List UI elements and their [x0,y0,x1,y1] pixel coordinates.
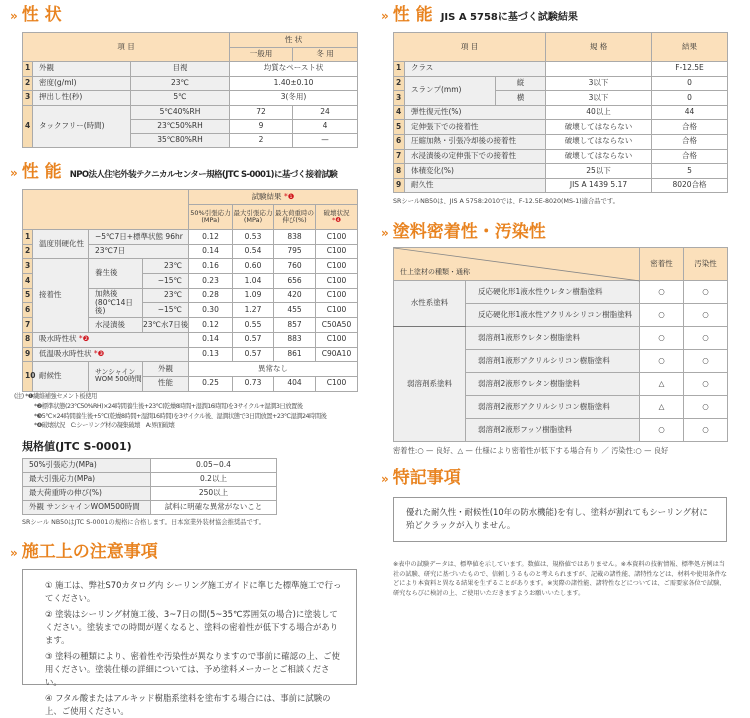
fail-label: 破壊状況 [323,208,350,217]
table-row [394,327,728,350]
note-mark: *❷ [78,334,90,344]
spec: 破壊してはならない [546,149,652,164]
table-row [23,76,358,91]
standard-note: SRシール NB50はJTC S-0001の規格に合格します。日本窯業外装材協会推奨品です。 [22,519,265,526]
properties-heading [10,6,62,25]
value: 3(冬用) [230,91,358,106]
spec: 40以上 [546,105,652,120]
adhesion-notes [14,392,326,431]
item: 最大荷重時の伸び(%) [23,487,151,501]
item: 密度(g/ml) [33,76,131,91]
sub-category: 水浸漬後 [89,318,143,333]
chevron-icon: » [10,546,18,560]
value: 0.14 [189,332,233,347]
value: 0.16 [189,259,233,274]
result: 44 [652,105,728,120]
category: 耐候性 [33,362,89,391]
adhesion-mark: △ [640,373,684,396]
table-row [394,164,728,179]
paint-group: 水性系塗料 [394,281,466,327]
row-no: 6 [23,303,33,318]
item: 押出し性(秒) [33,91,131,106]
value: 883 [274,332,316,347]
row-no: 1 [23,62,33,77]
category: 温度別硬化性 [33,230,89,259]
adhesion-mark: ○ [640,327,684,350]
condition: 性能 [143,376,189,391]
row-no: 8 [23,332,33,347]
note-mark: *❶ [283,191,295,201]
note-line: *❶繊維補強セメント板使用 [25,393,97,400]
special-text: 優れた耐久性・耐候性(10年の防水機能)を有し、塗料が割れてもシーリング材に殆どクラックが入りません。 [406,507,708,531]
header-general: 一般用 [230,48,293,62]
row-no: 4 [394,105,405,120]
standard-table [22,458,277,515]
table-row [23,362,358,377]
value: 838 [274,230,316,245]
item: 最大引張応力(MPa) [23,473,151,487]
row-no: 2 [23,76,33,91]
result: 5 [652,164,728,179]
value: 0.73 [233,376,274,391]
table-row [394,62,728,77]
special-box [393,497,727,542]
note-mark: *❹ [331,216,342,224]
adhesion-mark: ○ [640,281,684,304]
table-row [23,230,358,245]
item: 外観 サンシャインWOM500時間 [23,501,151,515]
row-no: 5 [394,120,405,135]
table-row [23,347,358,362]
category: 接着性 [33,259,89,332]
stain-mark: ○ [684,419,728,442]
heading-text: 性 状 [21,5,62,25]
table-row [394,178,728,193]
header-item: 項 目 [23,33,230,62]
note-line: *❸5℃×24時間養生後+5℃(乾燥8時間+湿潤16時間)を3サイクル後、湿潤状態で3日間放置+23℃湿潤24時間後 [34,412,327,420]
condition: 5℃40%RH [131,105,230,119]
value: 0.05~0.4 [151,459,277,473]
value: 1.04 [233,274,274,289]
paint-table [393,247,728,442]
winter: — [293,134,358,148]
table-row [23,259,358,274]
adhesion-mark: ○ [640,350,684,373]
heading-text: 塗料密着性・汚染性 [392,222,546,242]
general: 2 [230,134,293,148]
row-no: 5 [23,288,33,303]
header-result: 結果 [652,33,728,62]
diagonal-line [394,248,640,281]
result: 0 [652,91,728,106]
header-winter: 冬 用 [293,48,358,62]
paint-name: 弱溶剤1液形アクリルシリコン樹脂塗料 [466,350,640,373]
chevron-icon: » [381,472,389,486]
value: C100 [316,376,358,391]
value: 760 [274,259,316,274]
value: C100 [316,274,358,289]
adhesion-heading [10,163,337,182]
row-no: 4 [23,274,33,289]
header-type-label: 仕上塗材の種類・通称 [400,267,470,276]
value: C90A10 [316,347,358,362]
winter: 24 [293,105,358,119]
header-type [394,248,640,281]
item: 定伸張下での接着性 [405,120,546,135]
table-row [394,149,728,164]
table-row [394,134,728,149]
value: 均質なペースト状 [230,62,358,77]
value: 1.09 [233,288,274,303]
value: 404 [274,376,316,391]
spec: 破壊してはならない [546,134,652,149]
value: C100 [316,288,358,303]
result: 合格 [652,120,728,135]
caution-item: ① 施工は、弊社S70カタログ内 シーリング施工ガイドに準じた標準施工で行ってください。 [45,580,342,604]
sub-item: 横 [496,91,546,106]
category [33,332,189,347]
heading-text: 性 能 [392,5,433,25]
condition: 外観 [143,362,189,377]
condition: 23℃ [143,259,189,274]
category [33,347,189,362]
jis-heading [381,6,578,25]
stain-mark: ○ [684,304,728,327]
table-row [394,120,728,135]
spec: 破壊してはならない [546,120,652,135]
row-no: 8 [394,164,405,179]
adhesion-mark: △ [640,396,684,419]
heading-subtitle: JIS A 5758に基づく試験結果 [440,12,578,23]
results-label: 試験結果 [251,191,282,201]
stain-mark: ○ [684,327,728,350]
value: 0.55 [233,318,274,333]
cautions-heading [10,543,158,562]
condition: 23℃水7日後 [143,318,189,333]
chevron-icon: » [381,226,389,240]
spec: 3以下 [546,91,652,106]
row-no: 3 [23,91,33,106]
condition: −15℃ [143,274,189,289]
result: 合格 [652,134,728,149]
table-row [394,76,728,91]
result: 8020合格 [652,178,728,193]
item: 耐久性 [405,178,546,193]
spec [546,62,652,77]
value: 0.30 [189,303,233,318]
stain-mark: ○ [684,281,728,304]
stain-mark: ○ [684,373,728,396]
value: 420 [274,288,316,303]
adhesion-mark: ○ [640,419,684,442]
row-no: 3 [23,259,33,274]
row-no: 7 [23,318,33,333]
heading-text: 施工上の注意事項 [21,542,158,562]
value: 0.14 [189,244,233,259]
header-item: 項 目 [394,33,546,62]
value: 0.57 [233,332,274,347]
row-no: 2 [394,76,405,91]
row-no: 7 [394,149,405,164]
general: 72 [230,105,293,119]
header-results [189,190,358,205]
item: 体積変化(%) [405,164,546,179]
chevron-icon: » [10,166,18,180]
result: 合格 [652,149,728,164]
value: 0.28 [189,288,233,303]
caution-item: ② 塗装はシーリング材施工後、3~7日の間(5~35℃雰囲気の場合)に塗装してください。塗装までの時間が遅くなると、塗料の密着性が低下する場合があります。 [45,609,339,646]
row-no: 6 [394,134,405,149]
value: 1.27 [233,303,274,318]
value: C100 [316,303,358,318]
value: 0.53 [233,230,274,245]
jis-note: SRシールNB50は、JIS A 5758:2010では、F-12.5E-8020(MS-1)適合品です。 [393,198,619,205]
value: 試料に明確な異常がないこと [151,501,277,515]
value: C50A50 [316,318,358,333]
paint-name: 弱溶剤2液形フッソ樹脂塗料 [466,419,640,442]
table-row [23,473,277,487]
general: 9 [230,119,293,133]
condition: −15℃ [143,303,189,318]
row-no: 10 [23,362,33,391]
category-label: 低温吸水時性状 [39,349,92,359]
condition: 目視 [131,62,230,77]
value: 250以上 [151,487,277,501]
item: 外観 [33,62,131,77]
value: 0.54 [233,244,274,259]
header-blank [23,190,189,230]
caution-item: ③ 塗料の種類により、密着性や汚染性が異なりますので事前に確認の上、ご使用ください。塗装仕様の詳細については、予め塗料メーカーとご相談ください。 [45,651,340,688]
item: 弾性復元性(%) [405,105,546,120]
value: 0.23 [189,274,233,289]
item: 50%引張応力(MPa) [23,459,151,473]
table-row [23,62,358,77]
row-no: 9 [23,347,33,362]
paint-name: 弱溶剤2液形ウレタン樹脂塗料 [466,373,640,396]
heading-subtitle: NPO法人住宅外装テクニカルセンター規格(JTC S-0001)に基づく接着試験 [69,170,338,180]
table-row [23,91,358,106]
spec: JIS A 1439 5.17 [546,178,652,193]
item: タックフリー(時間) [33,105,131,148]
table-row [23,501,277,515]
header-adhesion: 密着性 [640,248,684,281]
condition: 23℃ [143,288,189,303]
header-col: 最大引張応力(MPa) [233,205,274,230]
heading-text: 性 能 [21,162,62,182]
caution-item: ④ フタル酸またはアルキッド樹脂系塗料を塗布する場合には、事前に試験の上、ご使用ください。 [45,693,331,717]
paint-name: 反応硬化形1液水性ウレタン樹脂塗料 [466,281,640,304]
value: 455 [274,303,316,318]
row-no: 2 [23,244,33,259]
spec: 3以下 [546,76,652,91]
winter: 4 [293,119,358,133]
header-col [316,205,358,230]
paint-heading [381,223,546,242]
value: C100 [316,244,358,259]
value: 656 [274,274,316,289]
value: C100 [316,332,358,347]
value: 1.40±0.10 [230,76,358,91]
condition: −5℃7日+標準状態 96hr [89,230,189,245]
item: クラス [405,62,546,77]
condition: 5℃ [131,91,230,106]
table-row [23,459,277,473]
cautions-box [22,569,357,717]
adhesion-table [22,189,358,392]
condition: 23℃50%RH [131,119,230,133]
chevron-icon: » [10,9,18,23]
sub-category: 加熱後(80℃14日後) [89,288,143,317]
row-no: 1 [394,62,405,77]
special-heading [381,469,461,488]
item: スランプ(mm) [405,76,496,105]
result: F-12.5E [652,62,728,77]
value: 795 [274,244,316,259]
sub-item: 縦 [496,76,546,91]
header-property: 性 状 [230,33,358,48]
table-row [23,105,358,119]
row-no: 3 [394,91,405,106]
paint-name: 弱溶剤2液形アクリルシリコン樹脂塗料 [466,396,640,419]
condition: 23℃7日 [89,244,189,259]
header-col: 最大荷重時の伸び(%) [274,205,316,230]
sub-category: サンシャインWOM 500時間 [89,362,143,391]
header-stain: 汚染性 [684,248,728,281]
note-line: *❹破壊状況 C:シーリング材の凝集破壊 A:界面破壊 [34,422,175,430]
sub-category: 養生後 [89,259,143,288]
value: 0.12 [189,230,233,245]
jis-table [393,32,728,193]
value: 0.25 [189,376,233,391]
value: 0.57 [233,347,274,362]
stain-mark: ○ [684,396,728,419]
value: 0.13 [189,347,233,362]
row-no: 1 [23,230,33,245]
note-line: *❷標準状態(23℃50%RH)×24時間養生後+23℃(乾燥8時間+湿潤16時間)を3サイクル+湿潤3日放置後 [34,402,303,410]
paint-name: 反応硬化形1液水性アクリルシリコン樹脂塗料 [466,304,640,327]
table-row [23,332,358,347]
table-row [23,487,277,501]
result: 0 [652,76,728,91]
value: C100 [316,259,358,274]
heading-text: 特記事項 [392,468,461,488]
paint-group: 弱溶剤系塗料 [394,327,466,442]
item: 水浸漬後の定伸張下での接着性 [405,149,546,164]
notes-prefix: (注) [14,393,24,400]
condition: 23℃ [131,76,230,91]
value: C100 [316,230,358,245]
paint-name: 弱溶剤1液形ウレタン樹脂塗料 [466,327,640,350]
value: 0.12 [189,318,233,333]
note-mark: *❸ [93,349,105,359]
value: 857 [274,318,316,333]
chevron-icon: » [381,9,389,23]
category-label: 吸水時性状 [39,334,77,344]
paint-legend: 密着性:○ — 良好、△ — 仕様により密着性が低下する場合有り ／ 汚染性:○ — 良好 [393,446,669,455]
value: 0.2以上 [151,473,277,487]
header-col: 50%引張応力(MPa) [189,205,233,230]
stain-mark: ○ [684,350,728,373]
value: 861 [274,347,316,362]
standard-title: 規格値(JTC S-0001) [22,440,132,453]
adhesion-mark: ○ [640,304,684,327]
table-row [394,281,728,304]
disclaimer-footnote: ※表中の試験データは、標準値を示しています。数値は、規格値ではありません。※本資料の技術情報、標準処方例は当社の試験、研究に基づいたもので、信頼しうるものと考えられますが、記載の諸性能、諸特性などは、材料や使用条件などにより本資料と異なる結果を生ずることがあります。※実際の諸性能、諸特性などについては、ご需要家各位で試験、研究ならびに検討の上、ご使用いただきますようお願いいたします。 [393,561,727,597]
row-no: 4 [23,105,33,148]
item: 圧縮加熱・引張冷却後の接着性 [405,134,546,149]
table-row [394,105,728,120]
condition: 35℃80%RH [131,134,230,148]
properties-table [22,32,358,148]
value: 0.60 [233,259,274,274]
spec: 25以下 [546,164,652,179]
value: 異常なし [189,362,358,377]
row-no: 9 [394,178,405,193]
header-spec: 規 格 [546,33,652,62]
